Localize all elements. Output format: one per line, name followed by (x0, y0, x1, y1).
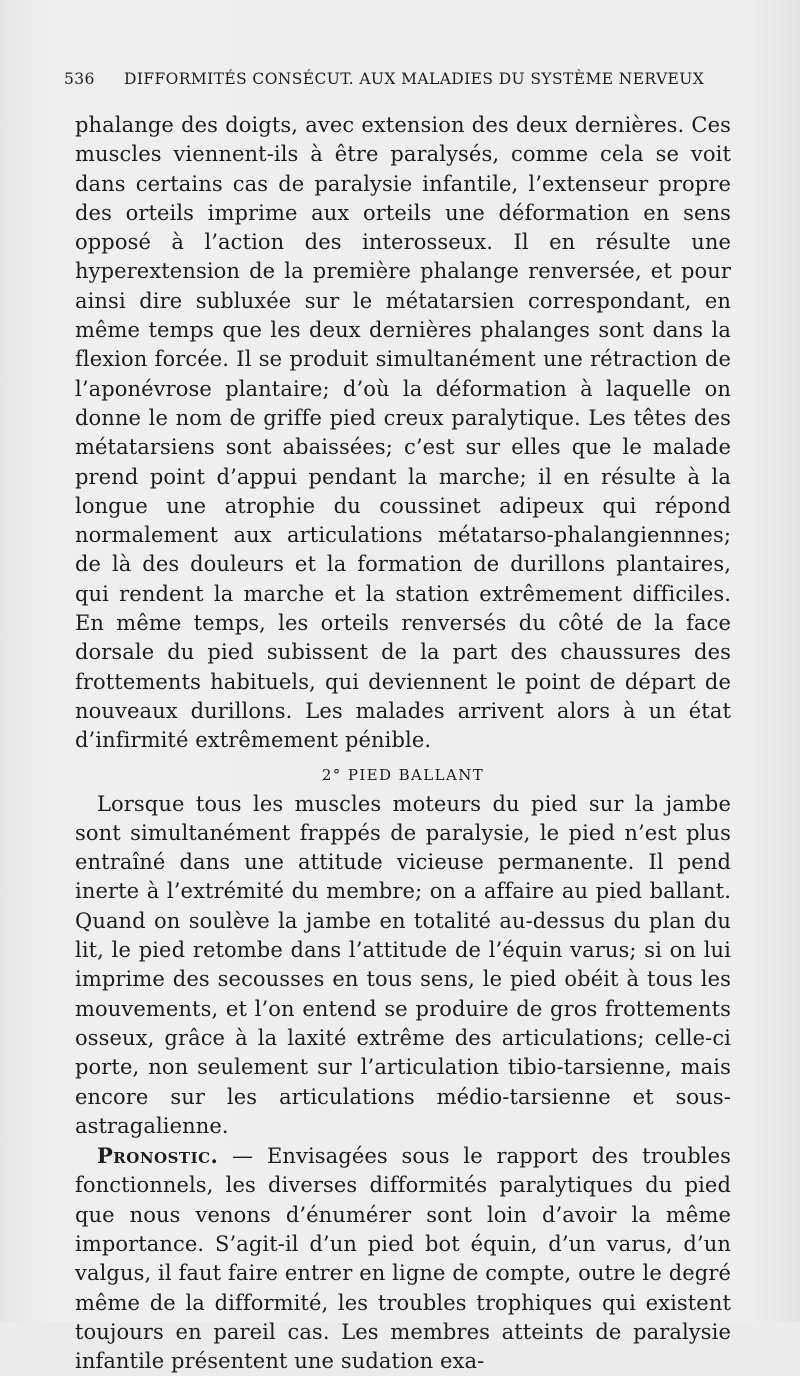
paragraph-pied-ballant: Lorsque tous les muscles moteurs du pied sur la jambe sont simultanément frappés de paralysie, le pied n’est plus entraîné dans une attitude vicieuse permanente. Il pend inerte à l’extrémité du membre; on a affaire au pied ballant. Quand on soulève la jambe en totalité au-dessus du plan du lit, le pied retombe dans l’attitude de l’équin varus; si on lui imprime des secousses en tous sens, le pied obéit à tous les mouvements, et l’on entend se produire de gros frottements osseux, grâce à la laxité extrême des articulations; celle-ci porte, non seulement sur l’articulation tibio-tarsienne, mais encore sur les articulations médio-tarsienne et sous-astragalienne. (75, 791, 731, 1138)
running-header (64, 70, 734, 88)
section-heading: 2° PIED BALLANT (321, 765, 485, 784)
running-title: DIFFORMITÉS CONSÉCUT. AUX MALADIES DU SYSTÈME NERVEUX (124, 70, 705, 88)
pronostic-text: — Envisagées sous le rapport des troubles fonctionnels, les diverses difformités paralytiques du pied que nous venons d’énumérer sont loin d’avoir la même importance. S’agit-il d’un pied bot équin, d’un varus, d’un valgus, il faut faire entrer en ligne de compte, outre le degré même de la difformité, les troubles trophiques qui existent toujours en pareil cas. Les membres atteints de paralysie infantile présentent une sudation exa- (75, 1144, 731, 1374)
page-number: 536 (64, 70, 95, 88)
paragraph-continuation: phalange des doigts, avec extension des deux dernières. Ces muscles viennent-ils à être paralysés, comme cela se voit dans certains cas de paralysie infantile, l’extenseur propre des orteils imprime aux orteils une déformation en sens opposé à l’action des interosseux. Il en résulte une hyperextension de la première phalange renversée, et pour ainsi dire subluxée sur le métatarsien correspondant, en même temps que les deux dernières phalanges sont dans la flexion forcée. Il se produit simultanément une rétraction de l’aponévrose plantaire; d’où la déformation à laquelle on donne le nom de griffe pied creux paralytique. Les têtes des métatarsiens sont abaissées; c’est sur elles que le malade prend point d’appui pendant la marche; il en résulte à la longue une atrophie du coussinet adipeux qui répond normalement aux articulations métatarso-phalangiennnes; de là des douleurs et la formation de durillons plantaires, qui rendent la marche et la station extrêmement difficiles. En même temps, les orteils renversés du côté de la face dorsale du pied subissent de la part des chaussures des frottements habituels, qui deviennent le point de départ de nouveaux durillons. Les malades arrivent alors à un état d’infirmité extrêmement pénible. (75, 113, 731, 753)
page-body (75, 111, 731, 1376)
pronostic-label: Pronostic. (97, 1143, 219, 1169)
paragraph-pronostic (75, 1141, 731, 1376)
